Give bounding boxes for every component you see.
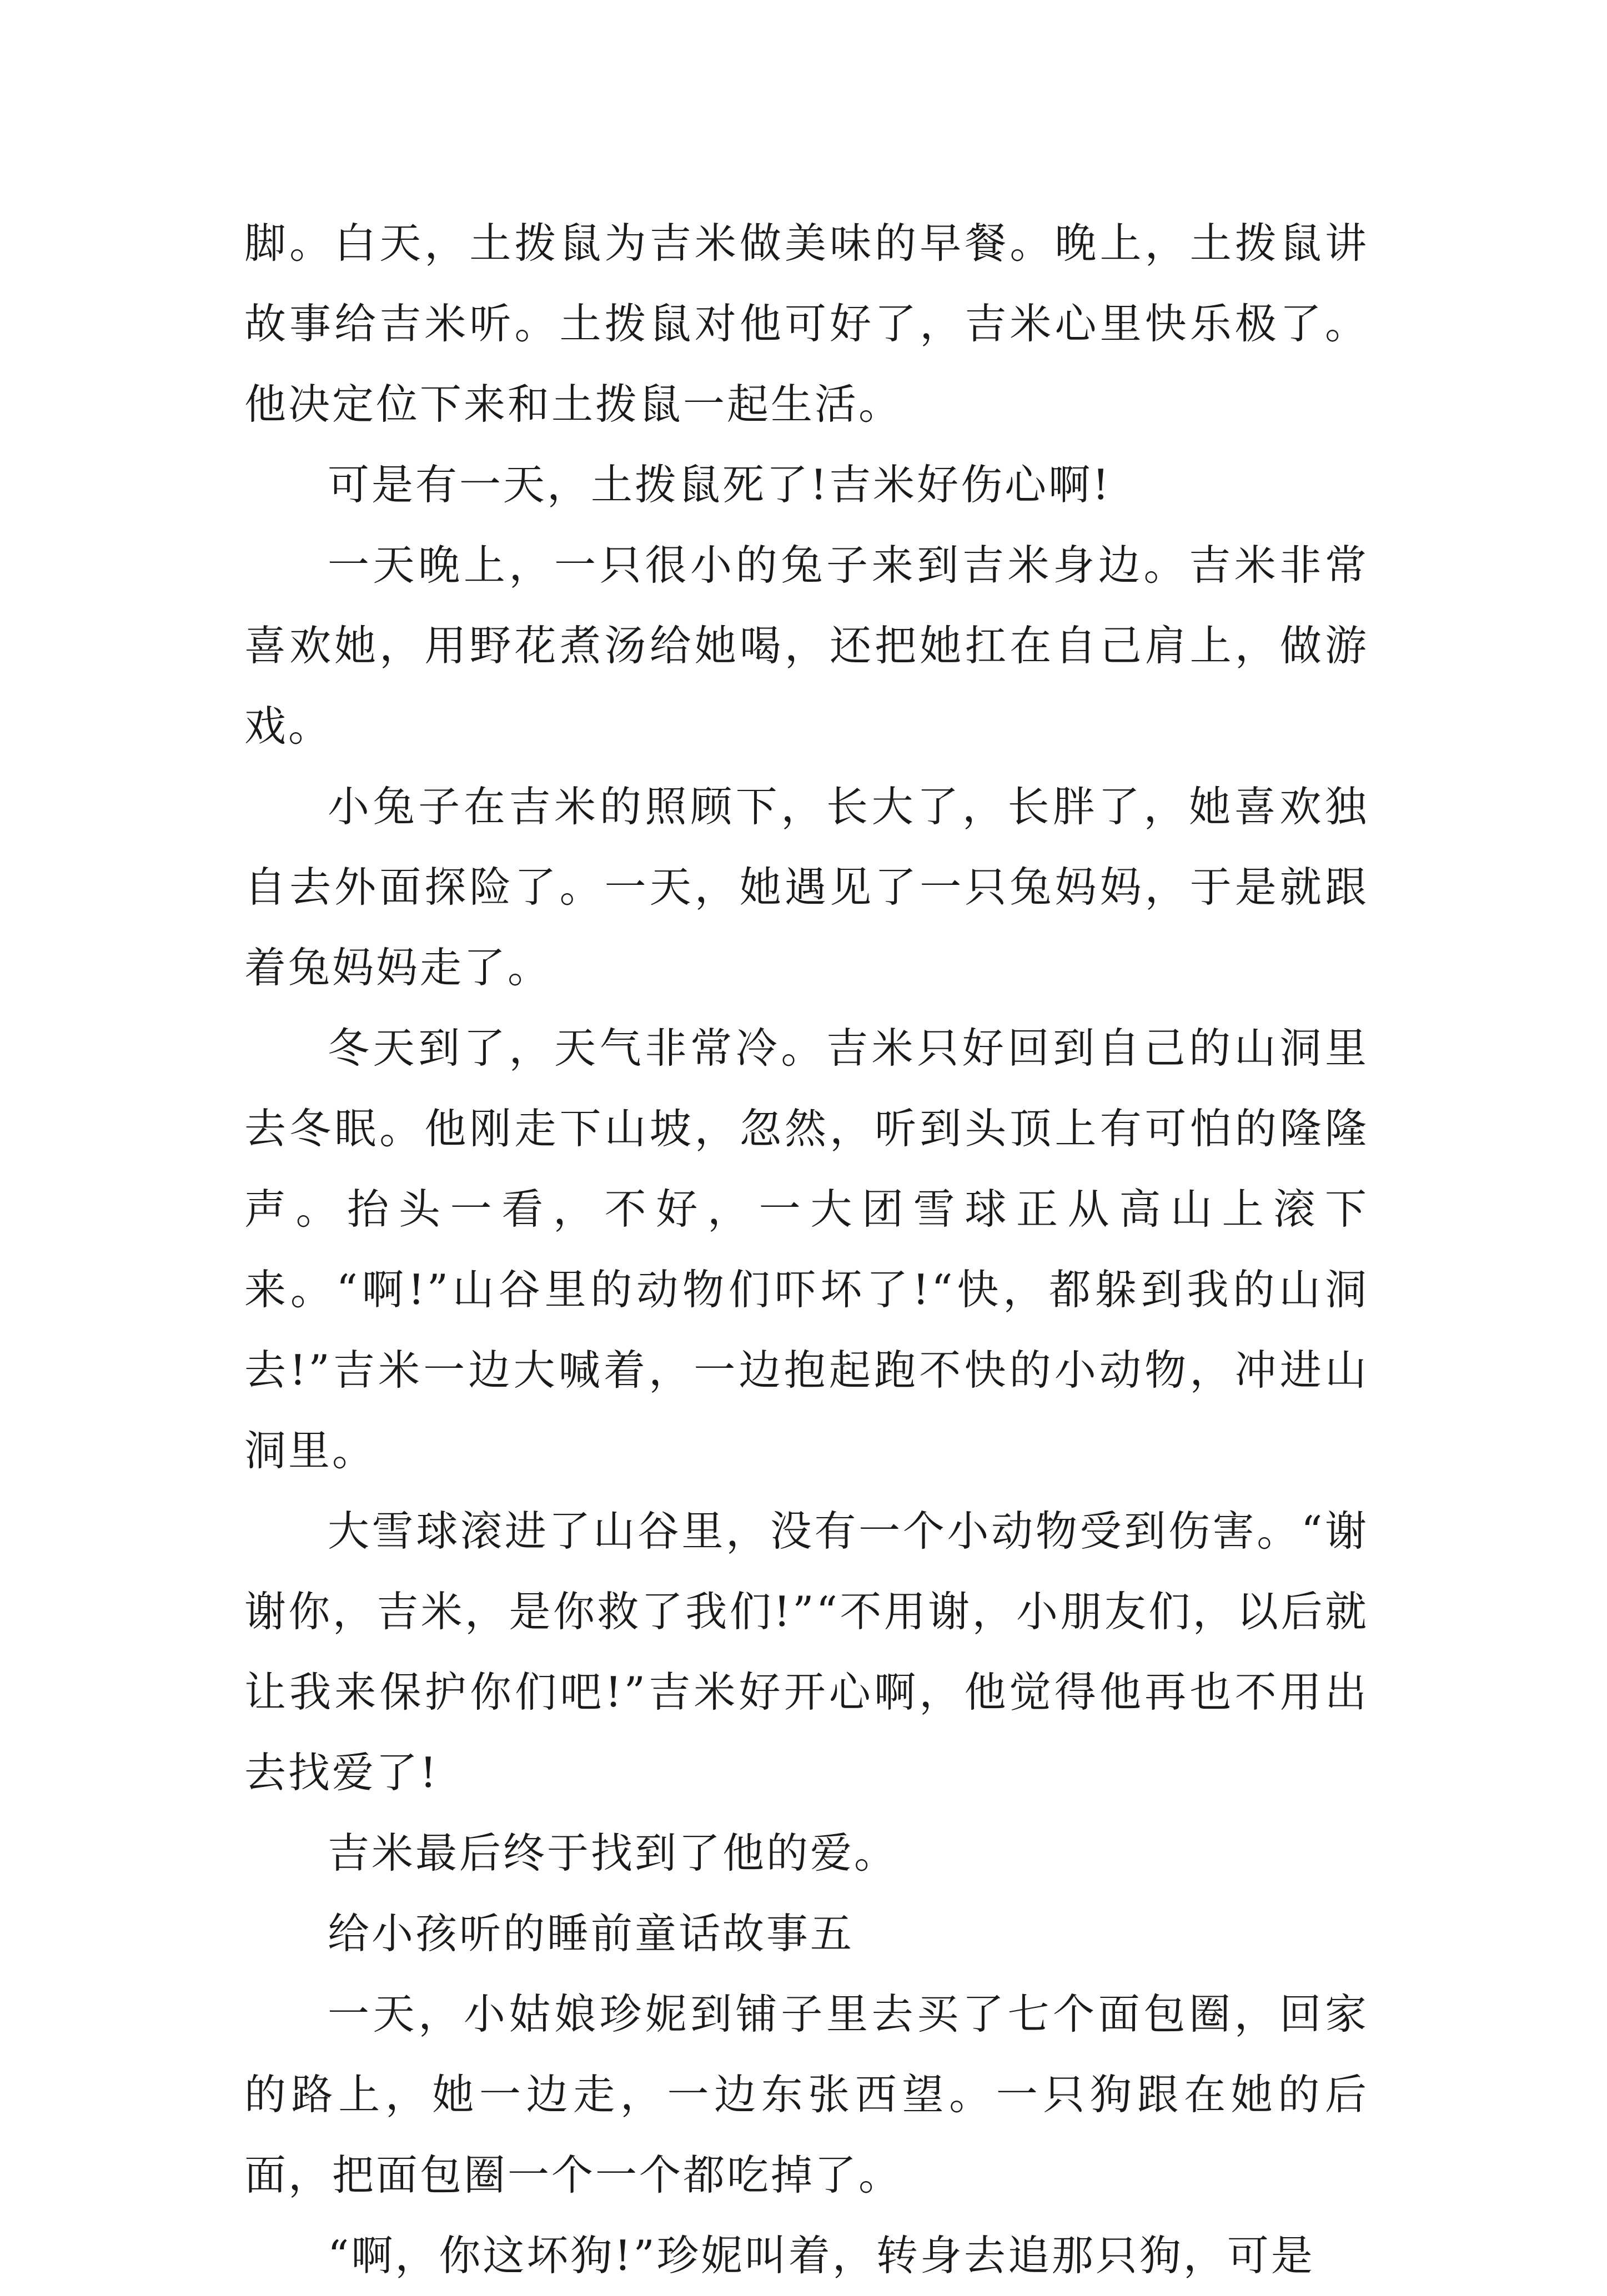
paragraph: 一天，小姑娘珍妮到铺子里去买了七个面包圈，回家的路上，她一边走，一边东张西望。一只狗跟在她的后面，把面包圈一个一个都吃掉了。: [244, 1990, 1369, 2199]
section-heading: 给小孩听的睡前童话故事五: [328, 1909, 855, 1958]
paragraph: 小兔子在吉米的照顾下，长大了，长胖了，她喜欢独自去外面探险了。一天，她遇见了一只兔妈妈，于是就跟着兔妈妈走了。: [244, 782, 1369, 992]
paragraph: 冬天到了，天气非常冷。吉米只好回到自己的山洞里去冬眠。他刚走下山坡，忽然，听到头顶上有可怕的隆隆声。抬头一看，不好，一大团雪球正从高山上滚下来。“啊!”山谷里的动物们吓坏了!“快，都躲到我的山洞去!”吉米一边大喊着，一边抱起跑不快的小动物，冲进山洞里。: [244, 1024, 1369, 1475]
paragraph: 大雪球滚进了山谷里，没有一个小动物受到伤害。“谢谢你，吉米，是你救了我们!”“不用谢，小朋友们，以后就让我来保护你们吧!”吉米好开心啊，他觉得他再也不用出去找爱了!: [244, 1507, 1369, 1797]
paragraph: 可是有一天，土拨鼠死了!吉米好伤心啊!: [328, 460, 1112, 509]
paragraph: 一天晚上，一只很小的兔子来到吉米身边。吉米非常喜欢她，用野花煮汤给她喝，还把她扛在自己肩上，做游戏。: [244, 541, 1369, 751]
paragraph: 吉米最后终于找到了他的爱。: [328, 1829, 898, 1877]
paragraph-continuation: 脚。白天，土拨鼠为吉米做美味的早餐。晚上，土拨鼠讲故事给吉米听。土拨鼠对他可好了，吉米心里快乐极了。他决定位下来和土拨鼠一起生活。: [244, 219, 1369, 429]
paragraph: “啊，你这坏狗!”珍妮叫着，转身去追那只狗，可是: [328, 2231, 1315, 2280]
body-text: [244, 203, 1369, 2296]
